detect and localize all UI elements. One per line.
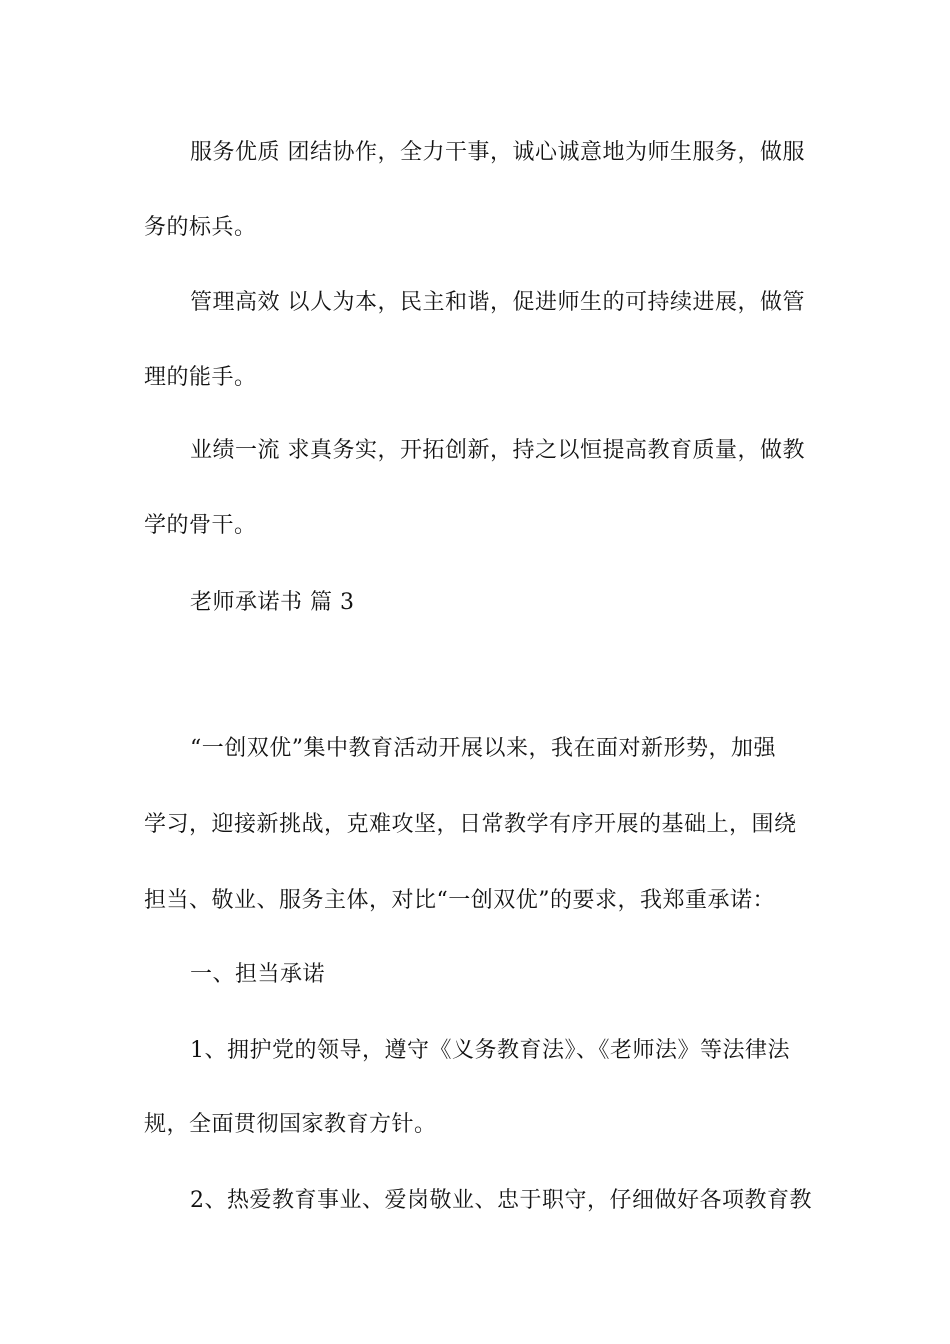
section-heading: 老师承诺书 篇 3: [190, 590, 355, 615]
paragraph-line: 学习，迎接新挑战，克难攻坚，日常教学有序开展的基础上，围绕: [144, 812, 797, 837]
paragraph-line: 规，全面贯彻国家教育方针。: [144, 1112, 437, 1137]
paragraph-line: 学的骨干。: [144, 513, 257, 538]
paragraph-line: 务的标兵。: [144, 215, 257, 240]
paragraph-line: 服务优质 团结协作，全力干事，诚心诚意地为师生服务，做服: [190, 140, 805, 165]
paragraph-line: 1、拥护党的领导，遵守《义务教育法》、《老师法》等法律法: [190, 1038, 790, 1063]
paragraph-line: 管理高效 以人为本，民主和谐，促进师生的可持续进展，做管: [190, 290, 805, 315]
paragraph-line: 业绩一流 求真务实，开拓创新，持之以恒提高教育质量，做教: [190, 438, 805, 463]
paragraph-line: 理的能手。: [144, 365, 257, 390]
subsection-heading: 一、担当承诺: [190, 962, 326, 987]
paragraph-line: “一创双优”集中教育活动开展以来，我在面对新形势，加强: [190, 736, 776, 761]
paragraph-line: 2、热爱教育事业、爱岗敬业、忠于职守，仔细做好各项教育教: [190, 1188, 812, 1213]
paragraph-line: 担当、敬业、服务主体，对比“一创双优”的要求，我郑重承诺：: [144, 888, 775, 913]
